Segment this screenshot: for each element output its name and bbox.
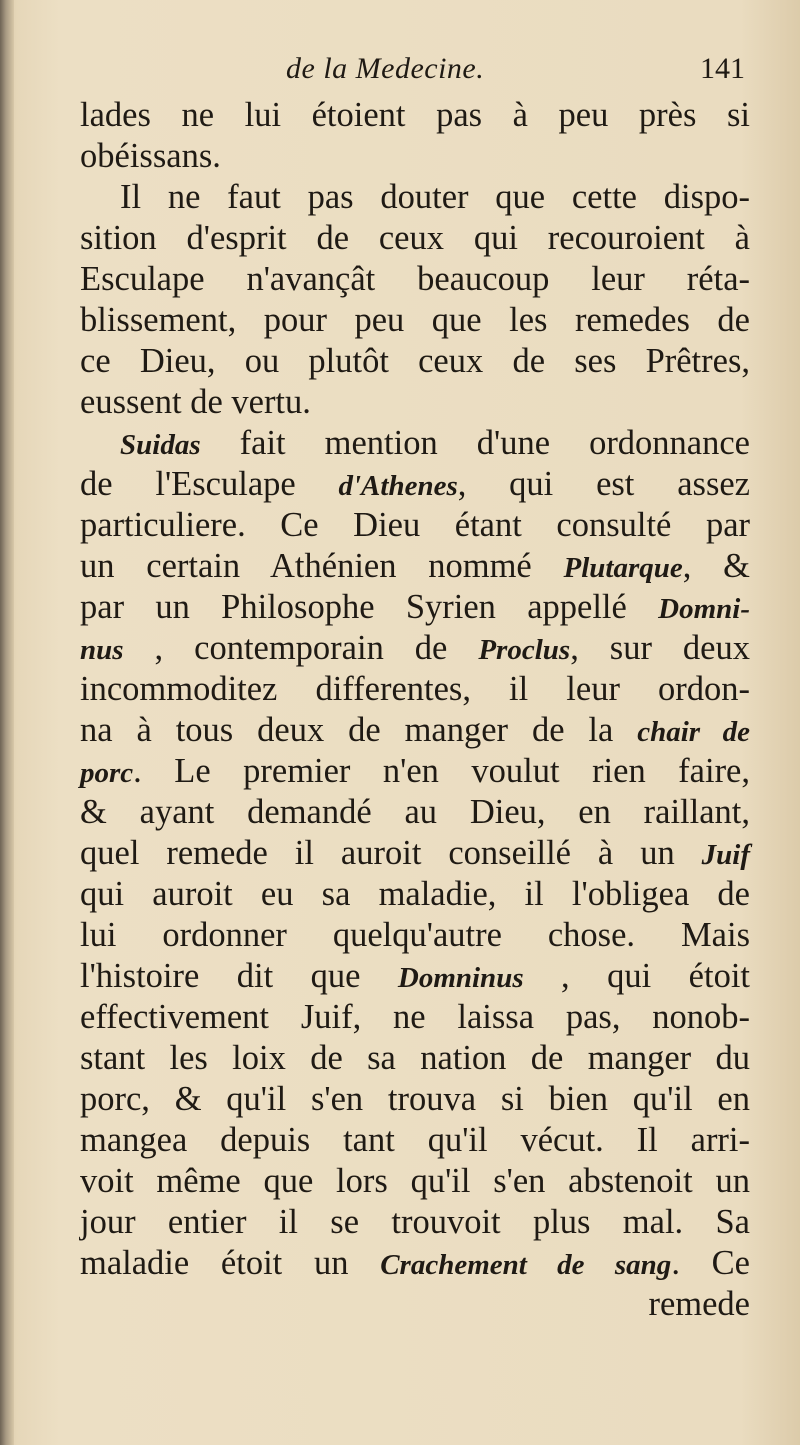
text-run: fait mention d'une ordonnance: [200, 424, 750, 462]
text-line: [80, 300, 750, 341]
text-run: qui auroit eu sa maladie, il l'obligea de: [80, 875, 750, 913]
text-run: particuliere. Ce Dieu étant consulté par: [80, 506, 750, 544]
text-line: [80, 505, 750, 546]
text-run: remede: [648, 1285, 750, 1323]
italic-term: Proclus: [478, 634, 571, 666]
text-run: eussent de vertu.: [80, 383, 311, 421]
italic-term: Crachement de sang: [380, 1249, 672, 1281]
text-run: maladie étoit un: [80, 1244, 381, 1282]
italic-term: Suidas: [120, 429, 201, 461]
italic-term: chair de: [637, 716, 750, 748]
text-run: stant les loix de sa nation de manger du: [80, 1039, 750, 1077]
text-line: [80, 1120, 750, 1161]
text-run: par un Philosophe Syrien appellé: [80, 588, 659, 626]
text-run: incommoditez differentes, il leur ordon-: [80, 670, 750, 708]
text-line: [80, 464, 750, 505]
text-run: Esculape n'avançât beaucoup leur réta-: [80, 260, 750, 298]
text-run: mangea depuis tant qu'il vécut. Il arri-: [80, 1121, 750, 1159]
text-line: [80, 997, 750, 1038]
text-line: [80, 1161, 750, 1202]
text-run: obéissans.: [80, 137, 221, 175]
text-line: [80, 1243, 750, 1284]
italic-term: Juif: [701, 839, 750, 871]
text-run: , &: [682, 547, 751, 585]
page-gutter-shadow: [0, 0, 14, 1445]
running-title: de la Medecine.: [286, 52, 485, 85]
text-line: [80, 382, 750, 423]
italic-term: d'Athenes: [338, 470, 458, 502]
text-line: [80, 1079, 750, 1120]
text-run: jour entier il se trouvoit plus mal. Sa: [80, 1203, 750, 1241]
text-run: , contemporain de: [123, 629, 479, 667]
text-line: [80, 792, 750, 833]
text-run: l'histoire dit que: [80, 957, 398, 995]
text-run: ce Dieu, ou plutôt ceux de ses Prêtres,: [80, 342, 750, 380]
text-run: . Le premier n'en voulut rien faire,: [133, 752, 750, 790]
page-number: 141: [700, 52, 745, 85]
text-run: lades ne lui étoient pas à peu près si: [80, 96, 750, 134]
text-line: [80, 915, 750, 956]
text-run: porc, & qu'il s'en trouva si bien qu'il en: [80, 1080, 750, 1118]
italic-term: Domninus: [397, 962, 524, 994]
body-text: [80, 95, 750, 1325]
text-run: lui ordonner quelqu'autre chose. Mais: [80, 916, 750, 954]
text-line: [80, 874, 750, 915]
text-line: [80, 546, 750, 587]
text-run: , qui étoit: [523, 957, 750, 995]
text-line: [80, 95, 750, 136]
page-header: [0, 52, 800, 92]
text-line: [80, 341, 750, 382]
text-line: [80, 259, 750, 300]
text-line: [80, 136, 750, 177]
text-run: voit même que lors qu'il s'en abstenoit un: [80, 1162, 750, 1200]
italic-term: porc: [80, 757, 134, 789]
catchword: [80, 1284, 750, 1325]
text-run: sition d'esprit de ceux qui recouroient à: [80, 219, 750, 257]
text-line: [80, 956, 750, 997]
italic-term: Plutarque: [563, 552, 683, 584]
text-line: [80, 423, 750, 464]
text-line: [80, 710, 750, 751]
italic-term: nus: [80, 634, 124, 666]
text-line: [80, 1202, 750, 1243]
text-line: [80, 177, 750, 218]
text-line: [80, 218, 750, 259]
text-run: quel remede il auroit conseillé à un: [80, 834, 702, 872]
text-run: . Ce: [671, 1244, 750, 1282]
text-run: de l'Esculape: [80, 465, 339, 503]
text-line: [80, 587, 750, 628]
text-run: effectivement Juif, ne laissa pas, nonob-: [80, 998, 750, 1036]
text-line: [80, 669, 750, 710]
text-run: , qui est assez: [457, 465, 750, 503]
text-run: blissement, pour peu que les remedes de: [80, 301, 750, 339]
text-run: Il ne faut pas douter que cette dispo-: [120, 178, 750, 216]
text-line: [80, 628, 750, 669]
text-line: [80, 833, 750, 874]
text-run: na à tous deux de manger de la: [80, 711, 638, 749]
text-line: [80, 1038, 750, 1079]
text-run: , sur deux: [570, 629, 750, 667]
text-run: un certain Athénien nommé: [80, 547, 564, 585]
text-run: & ayant demandé au Dieu, en raillant,: [80, 793, 750, 831]
text-line: [80, 751, 750, 792]
italic-term: Domni-: [658, 593, 750, 625]
